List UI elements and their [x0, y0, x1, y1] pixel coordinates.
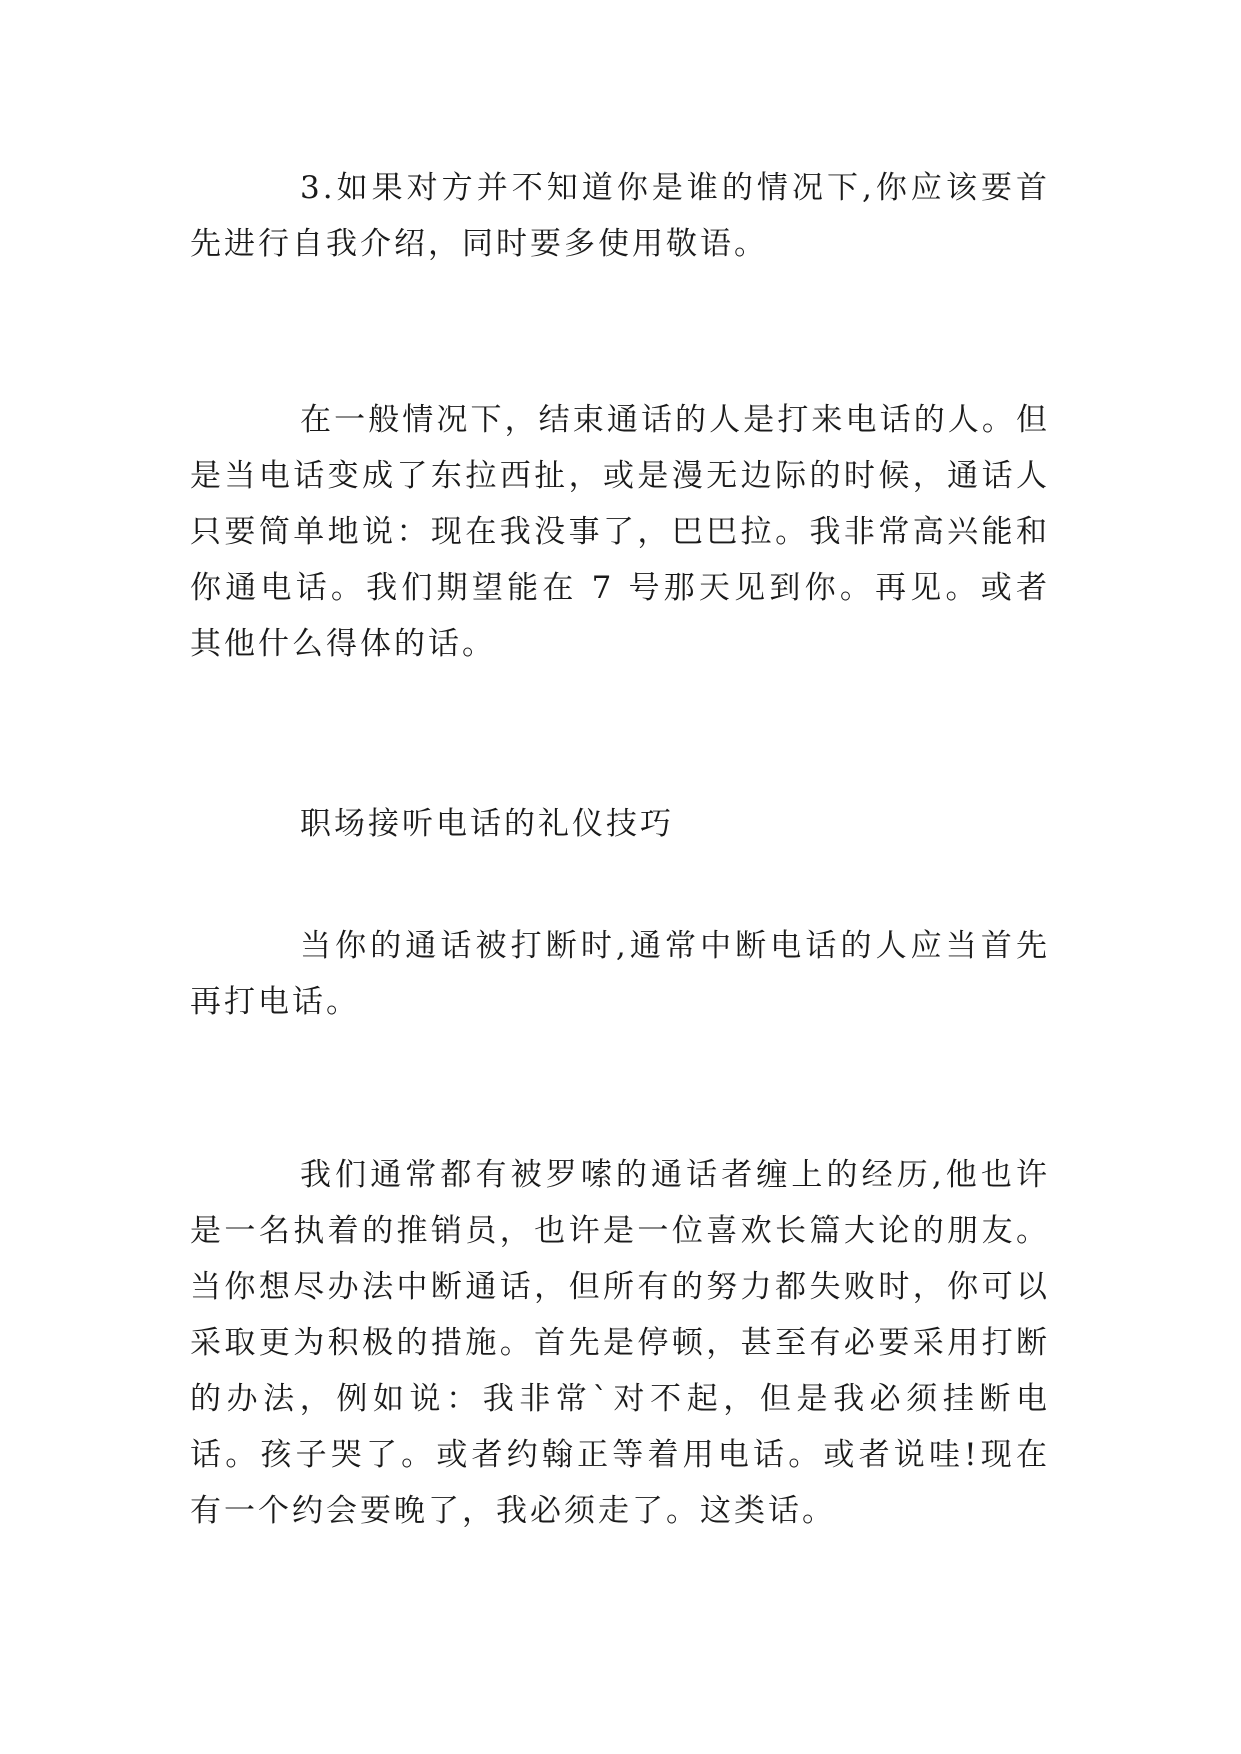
paragraph-long-winded-caller: 我们通常都有被罗嗦的通话者缠上的经历,他也许是一名执着的推销员，也许是一位喜欢长篇大论的朋友。当你想尽办法中断通话，但所有的努力都失败时，你可以采取更为积极的措施。首先是停顿，甚至有必要采用打断的办法，例如说：我非常`对不起，但是我必须挂断电话。孩子哭了。或者约翰正等着用电话。或者说哇!现在有一个约会要晚了，我必须走了。这类话。: [190, 1157, 1050, 1529]
paragraph-call-interrupted: 当你的通话被打断时,通常中断电话的人应当首先再打电话。: [190, 928, 1050, 1020]
paragraph-self-introduction: 3.如果对方并不知道你是谁的情况下,你应该要首先进行自我介绍，同时要多使用敬语。: [190, 170, 1050, 262]
section-heading: 职场接听电话的礼仪技巧: [300, 806, 674, 842]
paragraph-ending-call: 在一般情况下，结束通话的人是打来电话的人。但是当电话变成了东拉西扯，或是漫无边际的时候，通话人只要简单地说：现在我没事了，巴巴拉。我非常高兴能和你通电话。我们期望能在 7 号那天见到你。再见。或者其他什么得体的话。: [190, 402, 1050, 662]
